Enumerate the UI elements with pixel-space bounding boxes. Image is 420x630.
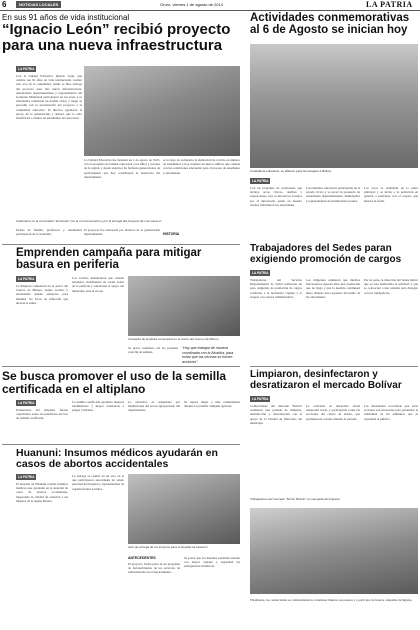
bolivar-body-col-1: Comerciantes del mercado Bolívar realizaron una jornada de limpieza, desinfección y desratización con el apoyo de la Unidad de Mercados del municipio. xyxy=(250,404,302,425)
seed-body-col-3: La iniciativa es impulsada por instituciones del sector agropecuario del departamento. xyxy=(128,400,180,413)
lead-body-col-5: El proyecto fue elaborado por técnicos de la gobernación departamental. xyxy=(84,228,160,237)
huanuni-body-col-2: La entrega se realizó en un acto en el que participaron autoridades de salud, personal del hospital y representantes de organizaciones sociales. xyxy=(72,474,124,491)
sedes-body-col-2: Los dirigentes señalaron que muchos funcionarios esperan años una promoción que no llega y que la medida continuará hasta obtener una respuesta favorable de las autoridades. xyxy=(306,278,360,299)
bolivar-rule xyxy=(250,366,418,367)
campaign-headline: Emprenden campaña para mitigar basura en periferia xyxy=(16,247,202,272)
huanuni-body-col-1: El hospital de Huanuni recibió insumos médicos que ayudarán en la atención de casos de abortos accidentales, mejorando la calidad de atención a las mujeres de la región minera. xyxy=(16,482,68,503)
lead-headline: “Ignacio León” recibió proyecto para una nueva infraestructura xyxy=(2,21,231,54)
lead-caption: Celebraron en la comunidad “Socamani” por la conmemoración y por la entrega del proyecto de una nueva in xyxy=(16,219,162,223)
right-body-col-3: Los actos se realizarán en la plaza principal y se invita a la población en general a participar con el respeto que merece la fecha. xyxy=(364,186,418,203)
huanuni-photo xyxy=(128,474,240,544)
seed-body-col-4: Se espera llegar a más comunidades durante la próxima campaña agrícola. xyxy=(184,400,240,409)
campaign-rule xyxy=(2,244,240,245)
right-caption: Ciudadanía educativa, se afiliaron para homenajear a Bolivia xyxy=(250,169,331,173)
section-label: NOTICIAS LOCALES xyxy=(16,1,61,8)
lead-body-col-3: A lo largo de su historia la institución ha crecido en número de estudiantes y hoy requiere un nuevo edificio que cumpla con las condiciones adecuadas para el proceso de enseñanza y aprendizaje. xyxy=(163,158,240,175)
sedes-body-col-3: Por su parte, la dirección del Sedes indicó que se está analizando la solicitud y que se convocará a una reunión para dialogar con los trabajadores. xyxy=(364,278,418,295)
huanuni-body-col-3: El proyecto forma parte de un programa de fortalecimiento de los servicios de salud materna en el departamento. xyxy=(128,562,180,575)
lead-kicker: En sus 91 años de vida institucional xyxy=(2,13,130,22)
right-headline: Actividades conmemorativas al 6 de Agosto se inician hoy xyxy=(250,12,410,37)
lead-photo xyxy=(84,66,240,156)
right-body-col-2: Las unidades educativas participarán de la parada cívica y se prevé la presencia de autoridades departamentales, municipales y representantes de instituciones locales. xyxy=(306,186,360,203)
right-photo xyxy=(250,44,418,168)
sedes-body-col-1: Trabajadores del Servicio Departamental de Salud realizaron un paro exigiendo la promoción de cargos conforme a la normativa vigente y el respeto a la carrera administrativa. xyxy=(250,278,302,299)
campaign-body-col-2: Los vecinos denunciaron que existen botaderos clandestinos en varias zonas de la periferia y solicitaron el apoyo del municipio para el recojo. xyxy=(72,276,124,293)
huanuni-byline: LA PATRIA xyxy=(18,475,35,479)
campaign-body-col-1: La limpieza comenzará en el sector del Cuervo de Minero, donde vecinos y autoridades unirán esfuerzos para eliminar los focos de infección que afectan la salud. xyxy=(16,284,68,305)
masthead: LA PATRIA xyxy=(366,0,413,9)
seed-body-col-1: Productores del altiplano fueron capacitados sobre los beneficios del uso de semilla certificada. xyxy=(16,408,68,421)
lead-body-col-2: La Unidad Educativa fue fundada un 1 de agosto de 1923, con el propósito de brindar educación a los niños y jóvenes de la región, y desde entonces ha formado generaciones de profesionales que hoy contribuyen al desarrollo del departamento. xyxy=(84,158,160,179)
lead-subhead-historia: HISTORIA xyxy=(163,232,180,236)
bolivar-body-col-4: Finalmente, los comerciantes se comprometieron a mantener limpios sus puestos y a participar de futuras campañas de higiene. xyxy=(250,598,413,602)
campaign-body-col-3: Se prevé continuar con las jornadas cada fin de semana. xyxy=(128,346,178,355)
seed-headline: Se busca promover el uso de la semilla certificada en el altiplano xyxy=(2,369,227,396)
dateline: Oruro, viernes 1 de agosto de 2014 xyxy=(160,2,223,7)
bolivar-photo xyxy=(250,508,418,594)
huanuni-headline: Huanuni: Insumos médicos ayudarán en casos de abortos accidentales xyxy=(16,447,218,471)
huanuni-rule xyxy=(2,444,240,445)
lead-body-col-1: Con la Unidad Educativa Ignacio León, que celebra sus 91 años de vida institucional, realizó este acto en la comunidad, donde se hizo entrega del proyecto para una nueva infraestructura. Autoridades departamentales y representantes del Gobierno Municipal participaron en los actos. Los estudiantes realizaron un desfile cívico y luego se procedió con la presentación del proyecto a la comunidad educativa. El director agradeció el apoyo de la gobernación y destacó que la obra beneficiará a cientos de estudiantes del área rural. xyxy=(16,74,82,121)
page-number: 6 xyxy=(2,0,7,9)
right-body-col-1: Con un programa de actividades que incluye actos cívicos, desfiles y exposiciones, hoy se inician los festejos por el aniversario patrio en nuestra ciudad, informaron las autoridades. xyxy=(250,186,302,207)
huanuni-caption: Acto de entrega de los insumos para el hospital de Huanuni xyxy=(128,545,208,549)
seed-byline: LA PATRIA xyxy=(18,401,35,405)
seed-body-col-2: La semilla certificada garantiza mejores rendimientos y mayor resistencia a plagas y heladas. xyxy=(72,400,124,413)
bolivar-caption: Trabajadores del mercado “Simón Bolívar” en campaña de limpieza xyxy=(250,497,340,501)
lead-byline: LA PATRIA xyxy=(18,67,35,71)
bolivar-body-col-2: La actividad se desarrolló desde tempranas horas y participaron todas las secciones del centro de abasto, que permanecerá cerrado durante la jornada. xyxy=(306,404,360,421)
bolivar-body-col-3: Las autoridades recordaron que estas acciones son necesarias para garantizar la salubridad de los alimentos que se expenden al público. xyxy=(364,404,418,421)
campaign-caption: Campaña de limpieza comenzará en el sector del Cuervo de Minero xyxy=(128,337,219,341)
sedes-headline: Trabajadores del Sedes paran exigiendo promoción de cargos xyxy=(250,243,402,265)
campaign-photo xyxy=(128,276,240,336)
huanuni-subhead: ANTECEDENTES xyxy=(128,556,156,560)
right-byline: LA PATRIA xyxy=(252,179,269,183)
campaign-pull-quote: “Hay que trabajar de manera coordinada con la Alcaldía, para evitar que las vecinas se tomen acciones” xyxy=(182,346,234,364)
huanuni-body-col-4: Se prevé que los insumos permitan atender con mayor rapidez y seguridad las emergencias obstétricas. xyxy=(184,556,240,569)
seed-rule xyxy=(2,366,240,367)
bolivar-headline: Limpiaron, desinfectaron y desratizaron el mercado Bolívar xyxy=(250,369,402,391)
sedes-byline: LA PATRIA xyxy=(252,271,269,275)
campaign-byline: LA PATRIA xyxy=(18,277,35,281)
bolivar-byline: LA PATRIA xyxy=(252,397,269,401)
lead-body-col-4: Padres de familia, profesores y estudiantes participaron de la actividad. xyxy=(16,228,82,237)
